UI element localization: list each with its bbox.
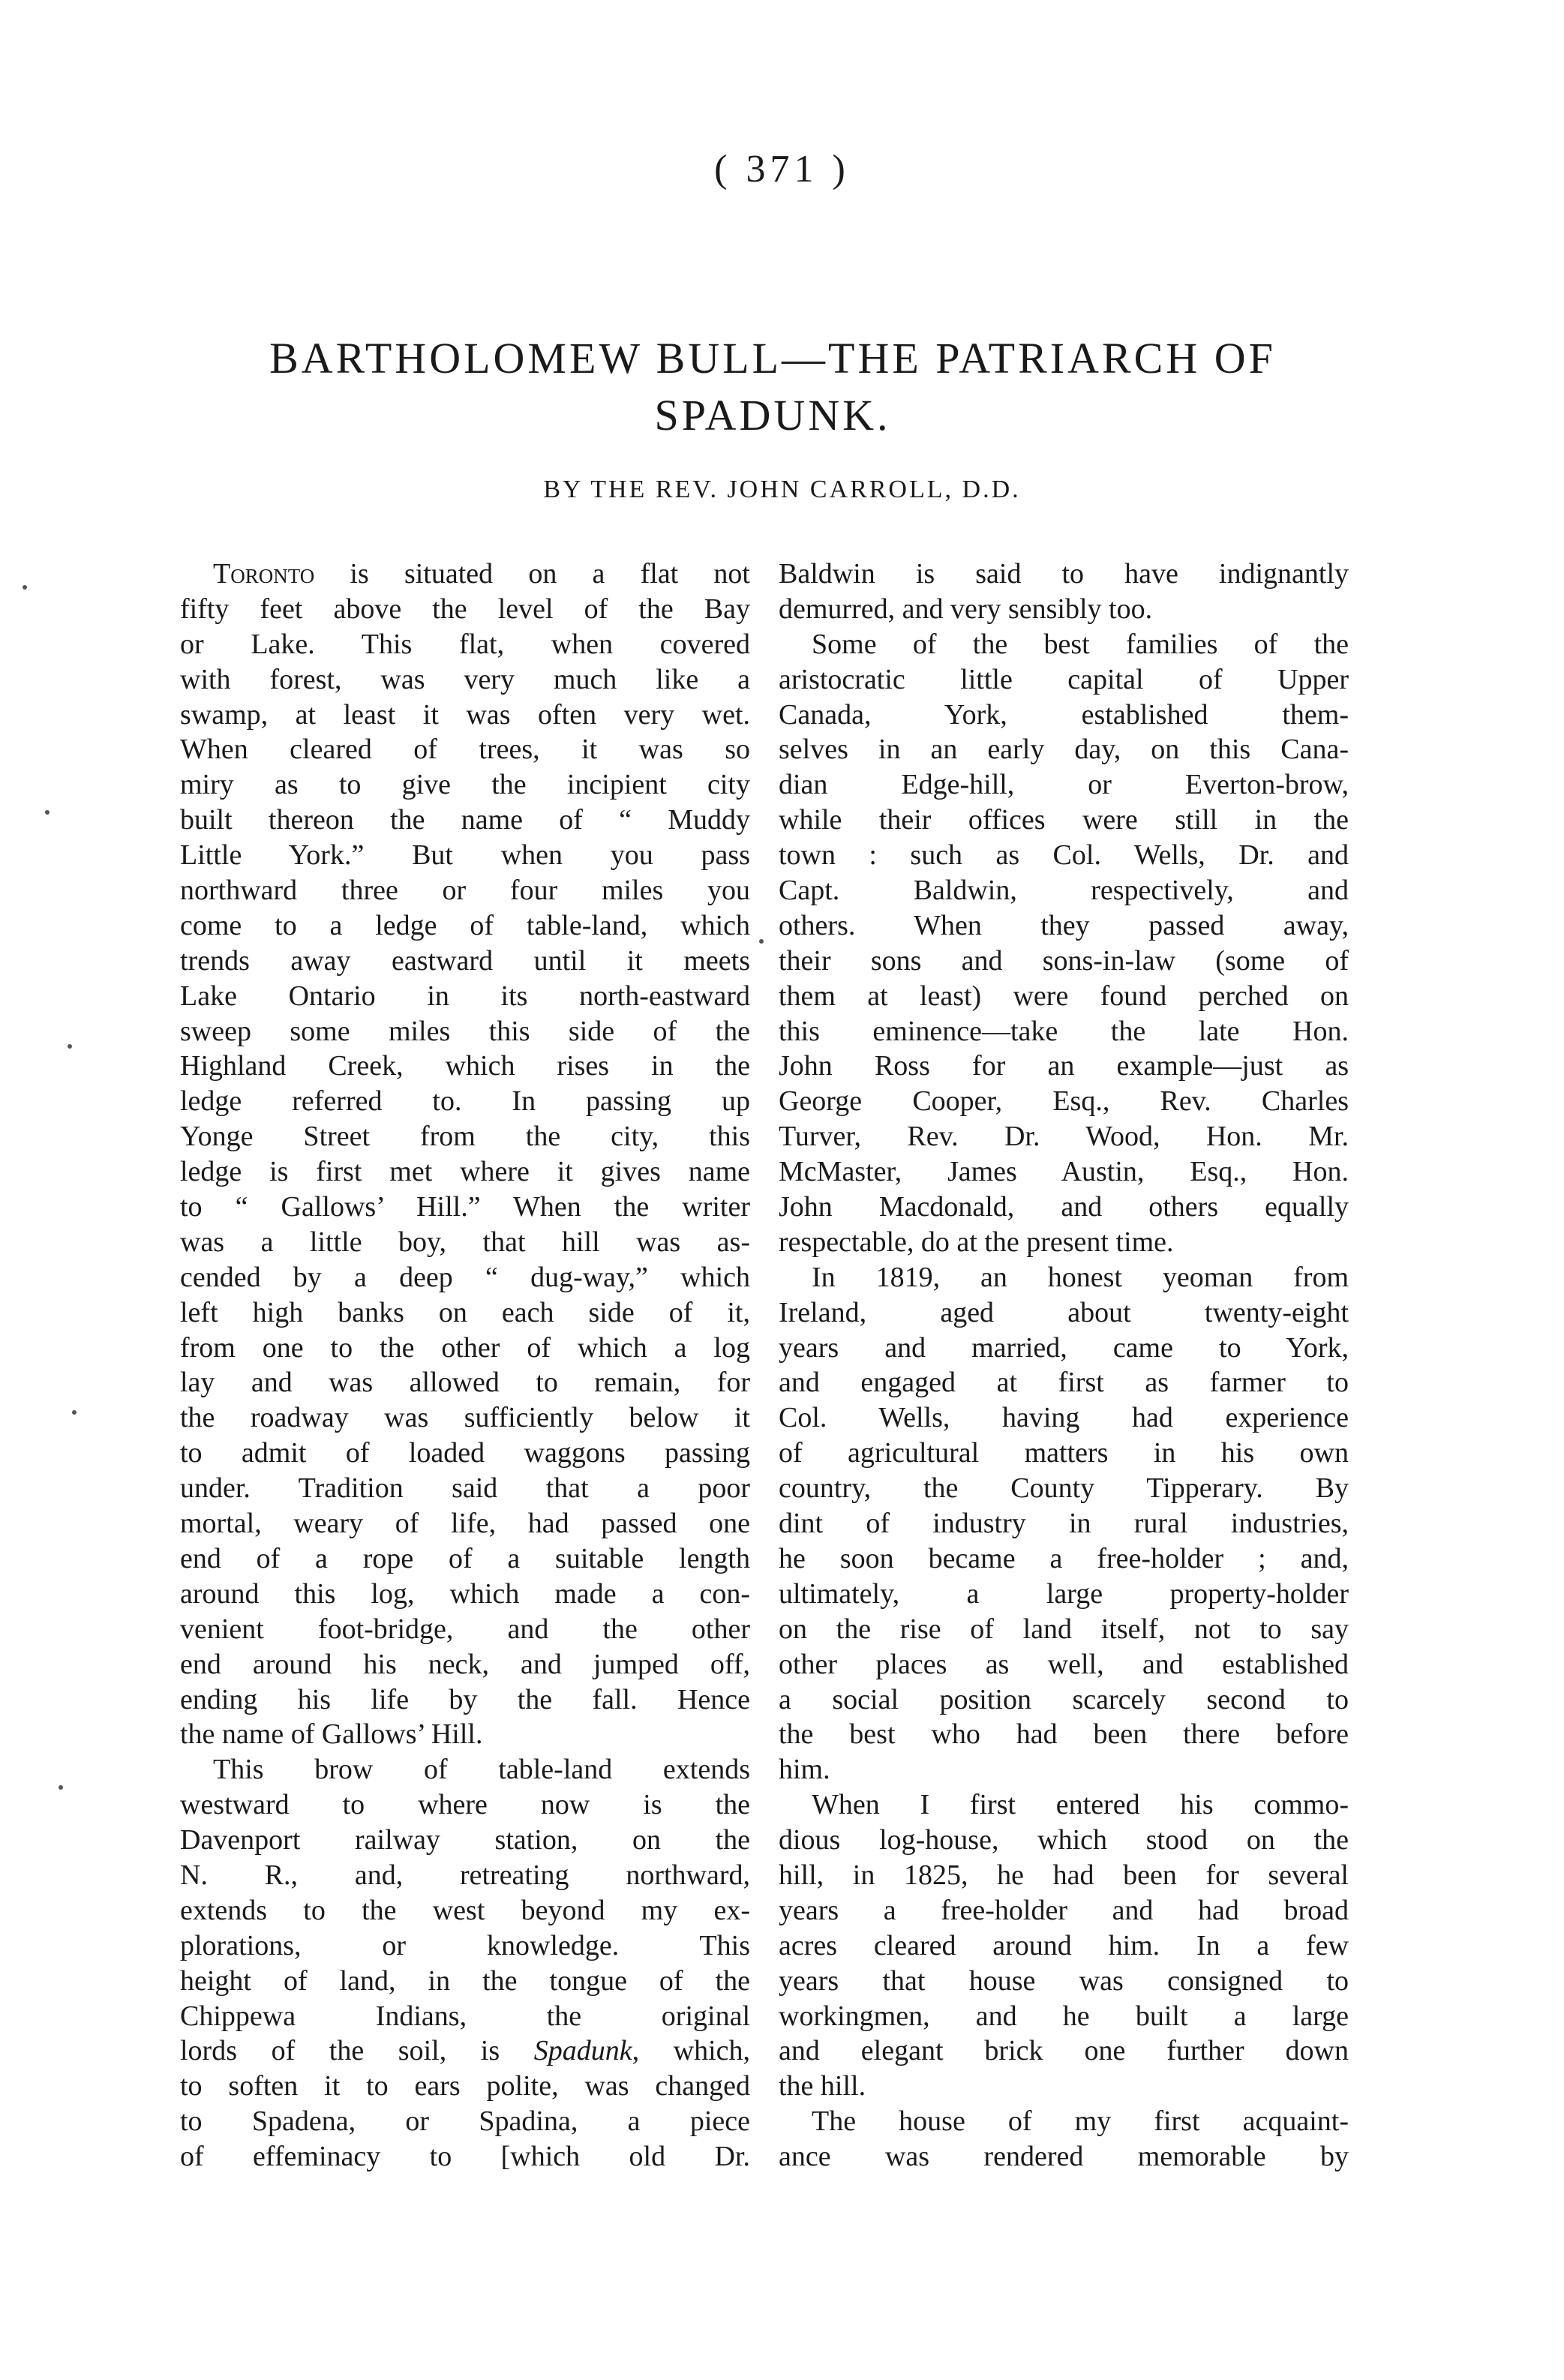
text-line: respectable, do at the present time. [779, 1226, 1174, 1258]
left-column [180, 557, 750, 2174]
text-line: country, the County Tipperary. By [779, 1472, 1349, 1505]
text-line: In 1819, an honest yeoman from [812, 1261, 1349, 1293]
text-line: to admit of loaded waggons passing [180, 1437, 750, 1469]
text-line: Turver, Rev. Dr. Wood, Hon. Mr. [779, 1121, 1349, 1153]
text-line: lay and was allowed to remain, for [180, 1367, 750, 1399]
text-line: The house of my first acquaint- [812, 2105, 1349, 2138]
drop-word: Toronto [213, 558, 315, 590]
margin-speck [72, 1410, 77, 1415]
text-line: Ireland, aged about twenty-eight [779, 1296, 1349, 1328]
text-line: John Ross for an example—just as [779, 1050, 1349, 1082]
text-line: cended by a deep “ dug-way,” which [180, 1261, 750, 1293]
text-line: Lake Ontario in its north-eastward [180, 980, 750, 1012]
text-line: George Cooper, Esq., Rev. Charles [779, 1085, 1349, 1118]
margin-speck [59, 1785, 63, 1790]
margin-speck [45, 810, 50, 815]
text-line: extends to the west beyond my ex- [180, 1894, 750, 1926]
text-line: Yonge Street from the city, this [180, 1121, 750, 1153]
text-line: plorations, or knowledge. This [180, 1929, 750, 1961]
text-line: miry as to give the incipient city [180, 769, 750, 801]
text-line: years a free-holder and had broad [779, 1894, 1349, 1926]
text-line: town : such as Col. Wells, Dr. and [779, 839, 1349, 872]
text-line: swamp, at least it was often very wet. [180, 698, 750, 731]
text-line: Davenport railway station, on the [180, 1824, 750, 1856]
text-line: end around his neck, and jumped off, [180, 1648, 750, 1680]
text-line: come to a ledge of table-land, which [180, 909, 750, 941]
text-line: westward to where now is the [180, 1789, 750, 1821]
text-line: venient foot-bridge, and the other [180, 1613, 750, 1645]
text-line: selves in an early day, on this Cana- [779, 734, 1349, 766]
text-line: trends away eastward until it meets [180, 944, 750, 977]
text-line: workingmen, and he built a large [779, 2000, 1349, 2032]
text-line: Capt. Baldwin, respectively, and [779, 875, 1349, 907]
text-line: sweep some miles this side of the [180, 1015, 750, 1047]
text-line: demurred, and very sensibly too. [779, 593, 1153, 625]
text-line: of agricultural matters in his own [779, 1437, 1349, 1469]
text-line: John Macdonald, and others equally [779, 1191, 1349, 1223]
text-line: the roadway was sufficiently below it [180, 1402, 750, 1434]
text-line: dian Edge-hill, or Everton-brow, [779, 769, 1349, 801]
title-line-2: SPADUNK. [654, 391, 891, 440]
text-line: he soon became a free-holder ; and, [779, 1542, 1349, 1574]
text-line: built thereon the name of “ Muddy [180, 804, 750, 836]
text-line: fifty feet above the level of the Bay [180, 593, 750, 625]
text-line: this eminence—take the late Hon. [779, 1015, 1349, 1047]
text-line: others. When they passed away, [779, 909, 1349, 941]
text-line: the name of Gallows’ Hill. [180, 1718, 483, 1751]
text-line: and elegant brick one further down [779, 2035, 1349, 2067]
page-number: ( 371 ) [714, 148, 850, 191]
text-line: the hill. [779, 2070, 866, 2102]
margin-speck [759, 939, 764, 944]
text-line: Col. Wells, having had experience [779, 1402, 1349, 1434]
text-line: the best who had been there before [779, 1718, 1349, 1751]
text-line: under. Tradition said that a poor [180, 1472, 750, 1505]
article-title [188, 330, 1358, 444]
text-line: left high banks on each side of it, [180, 1296, 750, 1328]
text-line: McMaster, James Austin, Esq., Hon. [779, 1156, 1349, 1188]
title-line-1: BARTHOLOMEW BULL—THE PATRIARCH OF [269, 334, 1276, 383]
text-line: years that house was consigned to [779, 1964, 1349, 1997]
text-line: Little York.” But when you pass [180, 839, 750, 872]
text-line: N. R., and, retreating northward, [180, 1859, 750, 1891]
text-line: ending his life by the fall. Hence [180, 1683, 750, 1715]
text-line: Chippewa Indians, the original [180, 2000, 750, 2032]
text-line: years and married, came to York, [779, 1331, 1349, 1364]
byline: BY THE REV. JOHN CARROLL, D.D. [543, 476, 1021, 503]
text-line: other places as well, and established [779, 1648, 1349, 1680]
italic-word: Spadunk [533, 2035, 632, 2067]
text-line: lords of the soil, is Spadunk, which, [180, 2035, 750, 2067]
right-column [779, 557, 1349, 2174]
text-line: When I first entered his commo- [812, 1789, 1349, 1821]
text-line: This brow of table-land extends [213, 1754, 750, 1786]
text-line: Canada, York, established them- [779, 698, 1349, 731]
text-line: while their offices were still in the [779, 804, 1349, 836]
text-line: dious log-house, which stood on the [779, 1824, 1349, 1856]
margin-speck [23, 585, 27, 590]
text-line: from one to the other of which a log [180, 1331, 750, 1364]
text-line: ultimately, a large property-holder [779, 1577, 1349, 1610]
text-line: When cleared of trees, it was so [180, 734, 750, 766]
text-line: dint of industry in rural industries, [779, 1508, 1349, 1540]
text-line: height of land, in the tongue of the [180, 1964, 750, 1997]
text-line: a social position scarcely second to [779, 1683, 1349, 1715]
text-line: to soften it to ears polite, was changed [180, 2070, 750, 2102]
text-line: their sons and sons-in-law (some of [779, 944, 1349, 977]
text-line: to Spadena, or Spadina, a piece [180, 2105, 750, 2138]
text-line: mortal, weary of life, had passed one [180, 1508, 750, 1540]
text-line: or Lake. This flat, when covered [180, 628, 750, 660]
text-line: was a little boy, that hill was as- [180, 1226, 750, 1258]
text-line: ledge referred to. In passing up [180, 1085, 750, 1118]
margin-speck [68, 1044, 72, 1049]
text-line: Toronto is situated on a flat not [213, 558, 750, 590]
text-line: around this log, which made a con- [180, 1577, 750, 1610]
text-line: Baldwin is said to have indignantly [779, 558, 1349, 590]
text-line: ledge is first met where it gives name [180, 1156, 750, 1188]
text-line: hill, in 1825, he had been for several [779, 1859, 1349, 1891]
text-line: with forest, was very much like a [180, 663, 750, 695]
text-line: end of a rope of a suitable length [180, 1542, 750, 1574]
text-line: him. [779, 1754, 830, 1786]
text-line: and engaged at first as farmer to [779, 1367, 1349, 1399]
text-line: aristocratic little capital of Upper [779, 663, 1349, 695]
text-line: of effeminacy to [which old Dr. [180, 2141, 750, 2173]
text-line: northward three or four miles you [180, 875, 750, 907]
text-line: Some of the best families of the [812, 628, 1349, 660]
text-line: ance was rendered memorable by [779, 2141, 1349, 2173]
text-line: on the rise of land itself, not to say [779, 1613, 1349, 1645]
text-line: acres cleared around him. In a few [779, 1929, 1349, 1961]
text-line: them at least) were found perched on [779, 980, 1349, 1012]
text-line: Highland Creek, which rises in the [180, 1050, 750, 1082]
text-line: to “ Gallows’ Hill.” When the writer [180, 1191, 750, 1223]
